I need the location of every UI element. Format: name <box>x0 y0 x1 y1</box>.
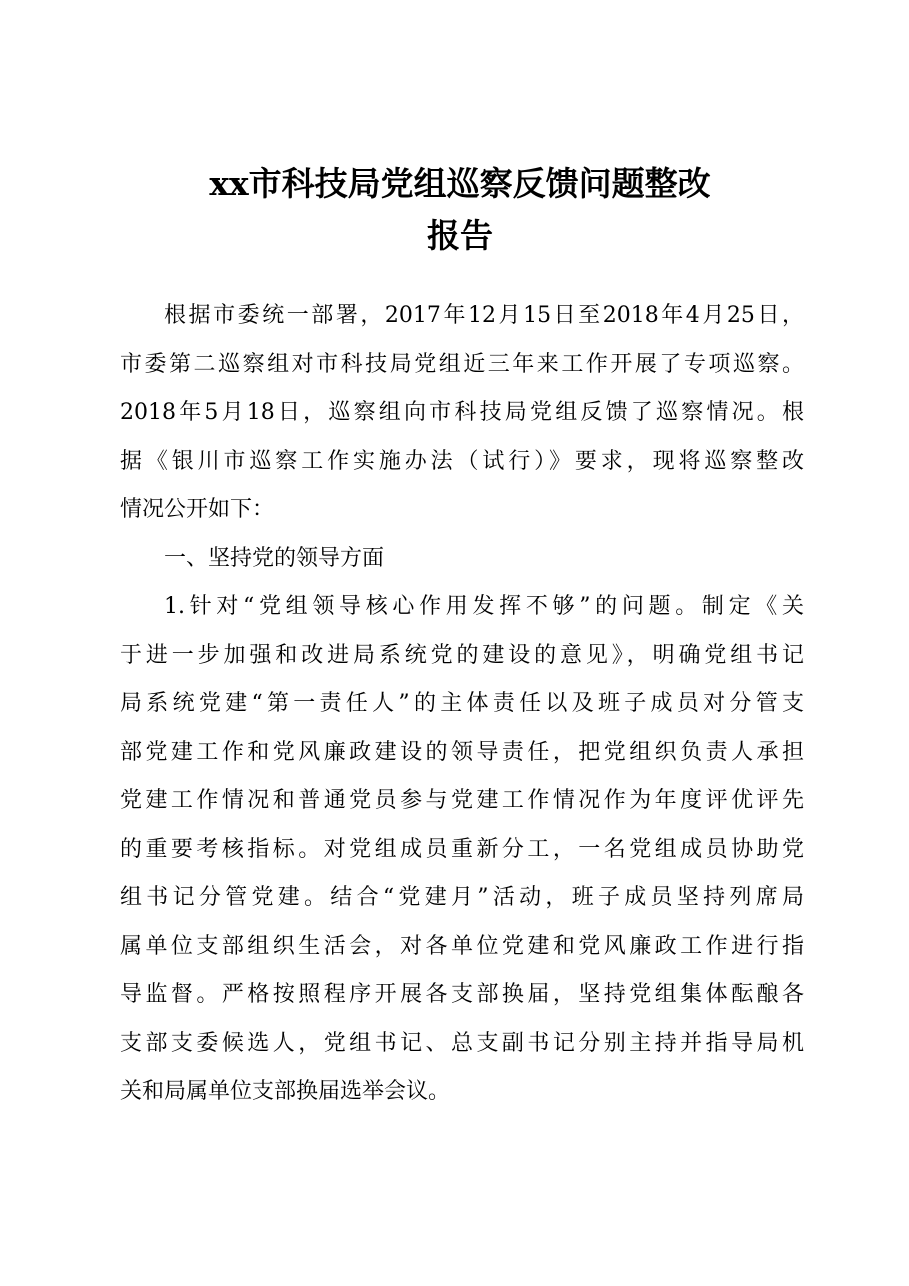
paragraph-intro <box>120 292 804 535</box>
document-title-line-1: xx市科技局党组巡察反馈问题整改 <box>209 164 711 203</box>
section-heading <box>120 535 804 584</box>
text-line: 导监督。严格按照程序开展各支部换届，坚持党组集体酝酿各 <box>120 982 804 1007</box>
text-line: 部党建工作和党风廉政建设的领导责任，把党组织负责人承担 <box>120 739 804 765</box>
paragraph-item-1 <box>120 583 804 1117</box>
document-title-line-2: 报告 <box>427 216 493 255</box>
text-line: 局系统党建“第一责任人”的主体责任以及班子成员对分管支 <box>120 691 804 716</box>
text-line: 1.针对“党组领导核心作用发挥不够”的问题。制定《关 <box>164 594 804 619</box>
text-line: 支部支委候选人，党组书记、总支副书记分别主持并指导局机 <box>120 1030 804 1056</box>
text-line: 属单位支部组织生活会，对各单位党建和党风廉政工作进行指 <box>120 933 804 959</box>
text-line: 市委第二巡察组对市科技局党组近三年来工作开展了专项巡察。 <box>120 351 804 377</box>
text-line: 关和局属单位支部换届选举会议。 <box>120 1079 451 1104</box>
text-line: 根据市委统一部署，2017年12月15日至2018年4月25日， <box>164 303 804 328</box>
text-line: 党建工作情况和普通党员参与党建工作情况作为年度评优评先 <box>120 788 804 813</box>
text-line: 情况公开如下： <box>120 497 275 522</box>
text-line: 据《银川市巡察工作实施办法（试行）》要求，现将巡察整改 <box>120 448 804 474</box>
document-body <box>120 292 804 1117</box>
text-line: 一、坚持党的领导方面 <box>164 545 385 571</box>
text-line: 的重要考核指标。对党组成员重新分工，一名党组成员协助党 <box>120 836 804 862</box>
text-line: 于进一步加强和改进局系统党的建设的意见》，明确党组书记 <box>120 642 804 668</box>
text-line: 组书记分管党建。结合“党建月”活动，班子成员坚持列席局 <box>120 885 804 910</box>
text-line: 2018年5月18日，巡察组向市科技局党组反馈了巡察情况。根 <box>120 400 804 425</box>
